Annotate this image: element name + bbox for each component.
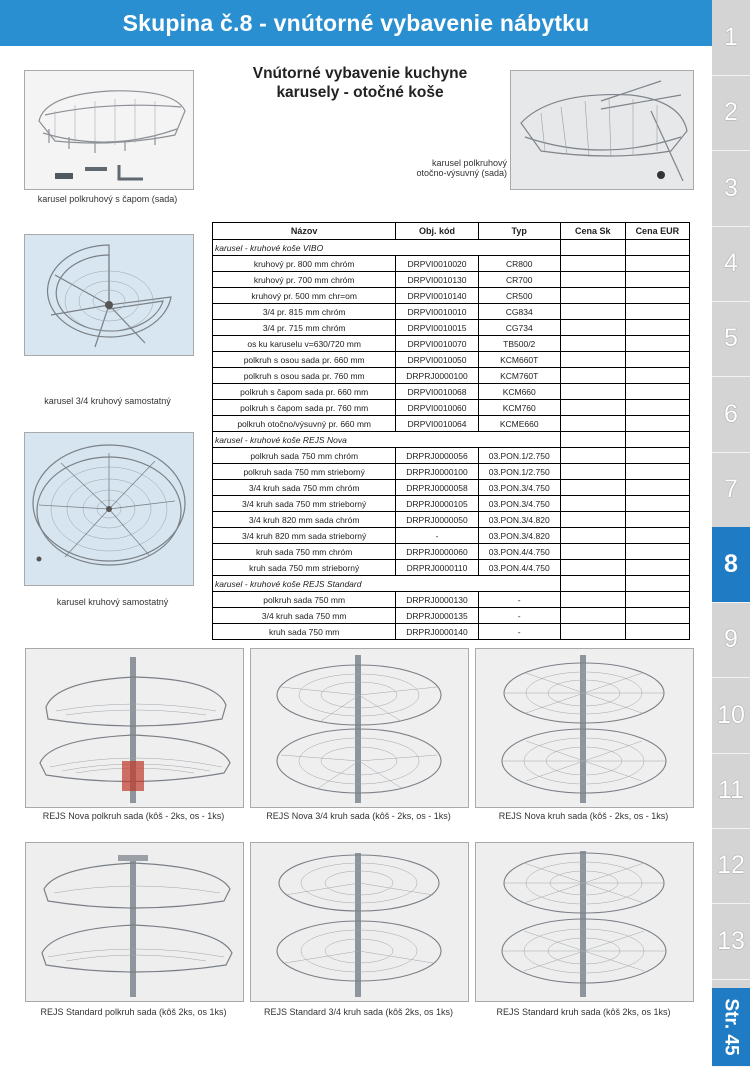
caption-polkruh-capom: karusel polkruhový s čapom (sada) <box>37 194 178 204</box>
code-cell: DRPRJ0000130 <box>396 592 478 608</box>
photo-polkruh-otocno-vysuvny <box>510 70 694 190</box>
price-sk-cell <box>560 384 625 400</box>
chapter-tab-12[interactable]: 12 <box>712 828 750 904</box>
code-cell: DRPRJ0000140 <box>396 624 478 640</box>
price-eur-cell <box>625 432 689 448</box>
price-eur-cell <box>625 320 689 336</box>
chapter-tab-5[interactable]: 5 <box>712 301 750 377</box>
section-title <box>200 64 520 102</box>
type-cell: 03.PON.3/4.820 <box>478 512 560 528</box>
col-header-cena-sk: Cena Sk <box>560 223 625 240</box>
name-cell: kruh sada 750 mm chróm <box>213 544 396 560</box>
price-sk-cell <box>560 512 625 528</box>
price-eur-cell <box>625 576 689 592</box>
table-row <box>213 288 690 304</box>
price-eur-cell <box>625 352 689 368</box>
name-cell: 3/4 kruh 820 mm sada strieborný <box>213 528 396 544</box>
type-cell: CR700 <box>478 272 560 288</box>
code-cell: DRPVI0010068 <box>396 384 478 400</box>
table-header-row <box>213 223 690 240</box>
price-sk-cell <box>560 448 625 464</box>
type-cell: - <box>478 592 560 608</box>
name-cell: polkruh s osou sada pr. 760 mm <box>213 368 396 384</box>
table-row <box>213 416 690 432</box>
price-eur-cell <box>625 240 689 256</box>
price-sk-cell <box>560 432 625 448</box>
section-title: karusel - kruhové koše REJS Standard <box>213 576 561 592</box>
col-header-typ: Typ <box>478 223 560 240</box>
price-sk-cell <box>560 608 625 624</box>
price-sk-cell <box>560 288 625 304</box>
price-sk-cell <box>560 544 625 560</box>
name-cell: polkruh s čapom sada pr. 660 mm <box>213 384 396 400</box>
section-row <box>213 432 690 448</box>
table-row <box>213 448 690 464</box>
caption-otocno-vysuvny-line1: karusel polkruhový <box>431 158 507 168</box>
type-cell: 03.PON.4/4.750 <box>478 544 560 560</box>
price-sk-cell <box>560 304 625 320</box>
name-cell: 3/4 kruh sada 750 mm chróm <box>213 480 396 496</box>
caption-rejs-nova-kruh: REJS Nova kruh sada (kôš - 2ks, os - 1ks) <box>498 811 669 821</box>
table-row <box>213 304 690 320</box>
price-eur-cell <box>625 608 689 624</box>
price-sk-cell <box>560 496 625 512</box>
price-sk-cell <box>560 336 625 352</box>
chapter-sidebar <box>712 0 750 1066</box>
page-header <box>0 0 712 46</box>
table-row <box>213 320 690 336</box>
code-cell: DRPRJ0000105 <box>396 496 478 512</box>
type-cell: TB500/2 <box>478 336 560 352</box>
type-cell: KCME660 <box>478 416 560 432</box>
price-eur-cell <box>625 288 689 304</box>
table-row <box>213 528 690 544</box>
photo-rejs-nova-kruh <box>475 648 694 808</box>
price-eur-cell <box>625 560 689 576</box>
type-cell: 03.PON.1/2.750 <box>478 448 560 464</box>
type-cell: 03.PON.3/4.750 <box>478 480 560 496</box>
price-eur-cell <box>625 304 689 320</box>
chapter-tab-3[interactable]: 3 <box>712 151 750 227</box>
code-cell: DRPRJ0000056 <box>396 448 478 464</box>
price-eur-cell <box>625 400 689 416</box>
price-sk-cell <box>560 272 625 288</box>
type-cell: KCM660 <box>478 384 560 400</box>
caption-rejs-standard-kruh: REJS Standard kruh sada (kôš 2ks, os 1ks) <box>496 1007 671 1017</box>
name-cell: polkruh s osou sada pr. 660 mm <box>213 352 396 368</box>
photo-rejs-standard-kruh <box>475 842 694 1002</box>
price-sk-cell <box>560 368 625 384</box>
chapter-tab-13[interactable]: 13 <box>712 904 750 980</box>
code-cell: DRPVI0010015 <box>396 320 478 336</box>
table-row <box>213 400 690 416</box>
price-eur-cell <box>625 464 689 480</box>
name-cell: 3/4 pr. 815 mm chróm <box>213 304 396 320</box>
table-row <box>213 544 690 560</box>
code-cell: - <box>396 528 478 544</box>
chapter-tab-1[interactable]: 1 <box>712 0 750 76</box>
table-row <box>213 592 690 608</box>
price-eur-cell <box>625 480 689 496</box>
code-cell: DRPVI0010130 <box>396 272 478 288</box>
table-row <box>213 464 690 480</box>
table-row <box>213 608 690 624</box>
col-header-cena-eur: Cena EUR <box>625 223 689 240</box>
code-cell: DRPRJ0000135 <box>396 608 478 624</box>
table-row <box>213 624 690 640</box>
name-cell: 3/4 kruh sada 750 mm strieborný <box>213 496 396 512</box>
caption-rejs-nova-polkruh: REJS Nova polkruh sada (kôš - 2ks, os - 1ks) <box>42 811 225 821</box>
price-sk-cell <box>560 352 625 368</box>
page-number-label: Str. 45 <box>721 998 743 1056</box>
table-row <box>213 336 690 352</box>
price-eur-cell <box>625 448 689 464</box>
type-cell: CR500 <box>478 288 560 304</box>
name-cell: 3/4 kruh 820 mm sada chróm <box>213 512 396 528</box>
code-cell: DRPVI0010064 <box>396 416 478 432</box>
chapter-tab-10[interactable]: 10 <box>712 678 750 754</box>
table-row <box>213 272 690 288</box>
type-cell: - <box>478 608 560 624</box>
type-cell: - <box>478 624 560 640</box>
price-eur-cell <box>625 384 689 400</box>
name-cell: os ku karuselu v=630/720 mm <box>213 336 396 352</box>
table-row <box>213 368 690 384</box>
type-cell: CG834 <box>478 304 560 320</box>
code-cell: DRPRJ0000110 <box>396 560 478 576</box>
price-eur-cell <box>625 528 689 544</box>
table-row <box>213 480 690 496</box>
section-row <box>213 576 690 592</box>
caption-34-kruhovy: karusel 3/4 kruhový samostatný <box>44 396 171 406</box>
page-number-tab <box>712 988 750 1067</box>
caption-otocno-vysuvny-line2: otočno-výsuvný (sada) <box>416 168 507 178</box>
price-eur-cell <box>625 416 689 432</box>
name-cell: kruh sada 750 mm <box>213 624 396 640</box>
type-cell: KCM660T <box>478 352 560 368</box>
price-sk-cell <box>560 256 625 272</box>
caption-kruhovy: karusel kruhový samostatný <box>56 597 169 607</box>
chapter-tab-2[interactable]: 2 <box>712 75 750 151</box>
name-cell: polkruh sada 750 mm <box>213 592 396 608</box>
name-cell: polkruh otočno/výsuvný pr. 660 mm <box>213 416 396 432</box>
name-cell: polkruh sada 750 mm chróm <box>213 448 396 464</box>
name-cell: kruhový pr. 500 mm chr=om <box>213 288 396 304</box>
table-row <box>213 512 690 528</box>
price-sk-cell <box>560 480 625 496</box>
table-row <box>213 560 690 576</box>
price-sk-cell <box>560 576 625 592</box>
price-sk-cell <box>560 400 625 416</box>
price-eur-cell <box>625 544 689 560</box>
code-cell: DRPVI0010050 <box>396 352 478 368</box>
photo-polkruh-capom <box>24 70 194 190</box>
price-sk-cell <box>560 624 625 640</box>
type-cell: 03.PON.3/4.820 <box>478 528 560 544</box>
caption-rejs-standard-polkruh: REJS Standard polkruh sada (kôš 2ks, os 1ks) <box>40 1007 227 1017</box>
col-header-nazov: Názov <box>213 223 396 240</box>
code-cell: DRPRJ0000100 <box>396 368 478 384</box>
section-title-line2: karusely - otočné koše <box>276 84 444 101</box>
type-cell: CR800 <box>478 256 560 272</box>
chapter-tab-6[interactable]: 6 <box>712 377 750 453</box>
price-eur-cell <box>625 496 689 512</box>
name-cell: kruhový pr. 700 mm chróm <box>213 272 396 288</box>
code-cell: DRPVI0010140 <box>396 288 478 304</box>
code-cell: DRPRJ0000100 <box>396 464 478 480</box>
col-header-kod: Obj. kód <box>396 223 478 240</box>
table-row <box>213 352 690 368</box>
price-sk-cell <box>560 592 625 608</box>
name-cell: polkruh sada 750 mm strieborný <box>213 464 396 480</box>
caption-rejs-nova-34-kruh: REJS Nova 3/4 kruh sada (kôš - 2ks, os - 1ks) <box>266 811 451 821</box>
code-cell: DRPVI0010020 <box>396 256 478 272</box>
name-cell: kruh sada 750 mm strieborný <box>213 560 396 576</box>
chapter-tab-11[interactable]: 11 <box>712 753 750 829</box>
photo-rejs-nova-34-kruh <box>250 648 469 808</box>
price-eur-cell <box>625 592 689 608</box>
price-sk-cell <box>560 464 625 480</box>
price-sk-cell <box>560 416 625 432</box>
chapter-tab-8[interactable]: 8 <box>712 527 750 603</box>
table-row <box>213 384 690 400</box>
photo-kruhovy <box>24 432 194 586</box>
section-title-line1: Vnútorné vybavenie kuchyne <box>252 65 468 82</box>
type-cell: CG734 <box>478 320 560 336</box>
section-title: karusel - kruhové koše VIBO <box>213 240 561 256</box>
code-cell: DRPRJ0000058 <box>396 480 478 496</box>
price-sk-cell <box>560 320 625 336</box>
photo-34-kruhovy <box>24 234 194 356</box>
photo-rejs-nova-polkruh <box>25 648 244 808</box>
caption-otocno-vysuvny <box>392 158 507 178</box>
type-cell: KCM760T <box>478 368 560 384</box>
product-table <box>212 222 690 640</box>
price-sk-cell <box>560 560 625 576</box>
photo-rejs-standard-34-kruh <box>250 842 469 1002</box>
code-cell: DRPRJ0000060 <box>396 544 478 560</box>
code-cell: DRPVI0010010 <box>396 304 478 320</box>
price-eur-cell <box>625 624 689 640</box>
name-cell: 3/4 kruh sada 750 mm <box>213 608 396 624</box>
table-row <box>213 496 690 512</box>
type-cell: 03.PON.4/4.750 <box>478 560 560 576</box>
type-cell: KCM760 <box>478 400 560 416</box>
chapter-tab-7[interactable]: 7 <box>712 452 750 528</box>
price-eur-cell <box>625 512 689 528</box>
name-cell: polkruh s čapom sada pr. 760 mm <box>213 400 396 416</box>
name-cell: 3/4 pr. 715 mm chróm <box>213 320 396 336</box>
type-cell: 03.PON.1/2.750 <box>478 464 560 480</box>
chapter-tab-4[interactable]: 4 <box>712 226 750 302</box>
table-row <box>213 256 690 272</box>
photo-rejs-standard-polkruh <box>25 842 244 1002</box>
code-cell: DRPRJ0000050 <box>396 512 478 528</box>
chapter-tab-9[interactable]: 9 <box>712 602 750 678</box>
price-sk-cell <box>560 240 625 256</box>
price-eur-cell <box>625 336 689 352</box>
section-row <box>213 240 690 256</box>
price-eur-cell <box>625 272 689 288</box>
price-eur-cell <box>625 256 689 272</box>
price-sk-cell <box>560 528 625 544</box>
type-cell: 03.PON.3/4.750 <box>478 496 560 512</box>
code-cell: DRPVI0010070 <box>396 336 478 352</box>
section-title: karusel - kruhové koše REJS Nova <box>213 432 561 448</box>
code-cell: DRPVI0010060 <box>396 400 478 416</box>
name-cell: kruhový pr. 800 mm chróm <box>213 256 396 272</box>
price-eur-cell <box>625 368 689 384</box>
caption-rejs-standard-34-kruh: REJS Standard 3/4 kruh sada (kôš 2ks, os 1ks) <box>263 1007 454 1017</box>
page-title: Skupina č.8 - vnútorné vybavenie nábytku <box>122 9 590 36</box>
